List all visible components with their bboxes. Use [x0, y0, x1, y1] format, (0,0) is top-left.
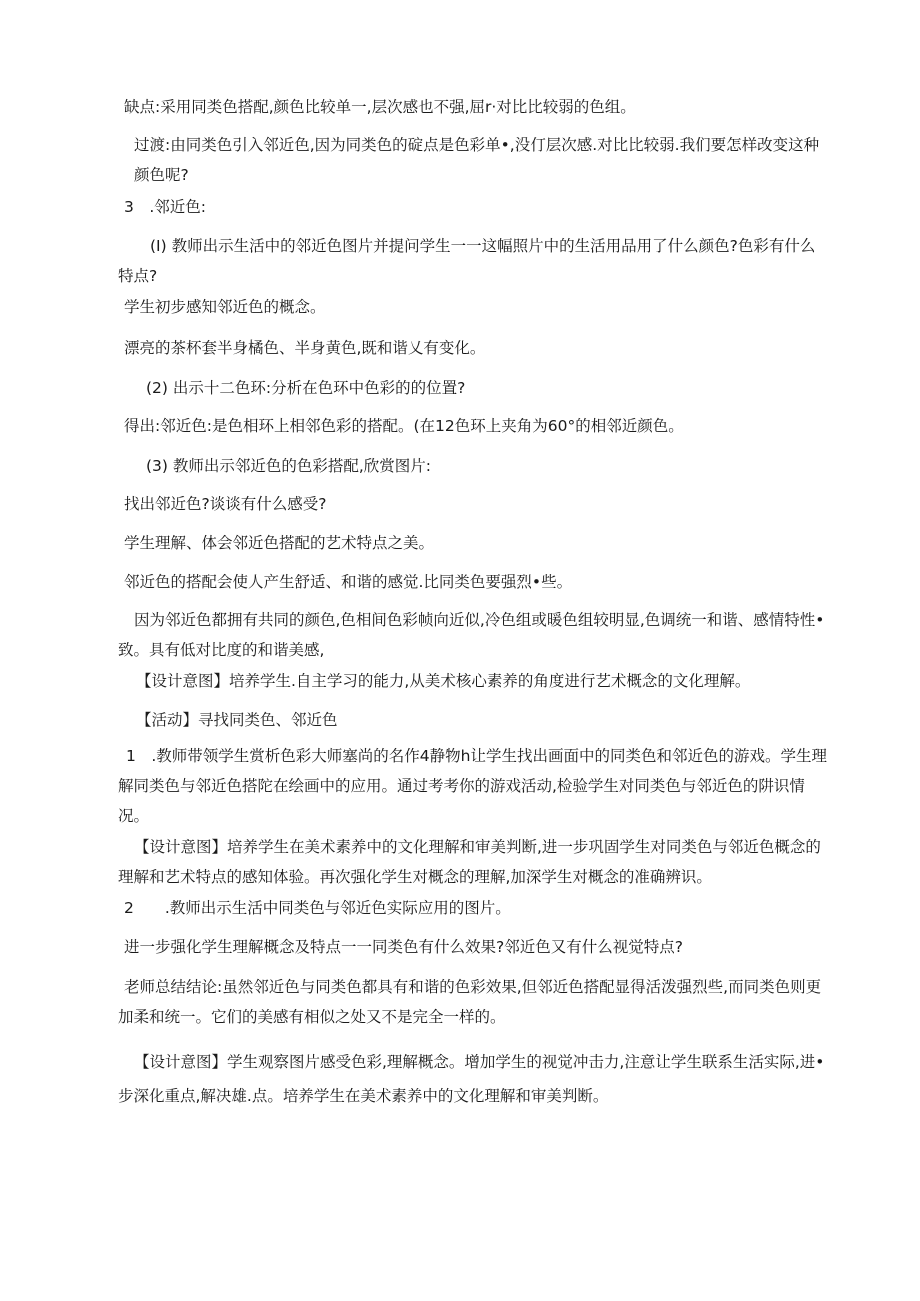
paragraph-drawbacks: 缺点:采用同类色搭配,颜色比较单一,层次感也不强,屈r·对比比较弱的色组。 [124, 98, 636, 116]
paragraph-reinforce: 进一步强化学生理解概念及特点一一同类色有什么效果?邻近色又有什么视觉特点? [124, 938, 683, 956]
paragraph-design-intent-1: 【设计意图】培养学生.自主学习的能力,从美术核心素养的角度进行艺术概念的文化理解。 [136, 672, 751, 690]
paragraph-color-wheel: (2) 出示十二色环:分析在色环中色彩的的位置? [146, 379, 466, 397]
paragraph-find-neighbor: 找出邻近色?谈谈有什么感受? [124, 495, 327, 513]
paragraph-definition: 得出:邻近色:是色相环上相邻色彩的搭配。(在12色环上夹角为60°的相邻近颜色。 [124, 417, 684, 435]
paragraph-cezanne: 1 .教师带领学生赏析色彩大师塞尚的名作4静物h让学生找出画面中的同类色和邻近色的游戏。学生理解同类色与邻近色搭陀在绘画中的应用。通过考考你的游戏活动,检验学生对同类色与邻近色的阱识情况。 [118, 747, 827, 825]
paragraph-design-intent-2: 【设计意图】培养学生在美术素养中的文化理解和审美判断,进一步巩固学生对同类色与邻近色概念的理解和艺术特点的感知体验。再次强化学生对概念的理解,加深学生对概念的准确辨识。 [118, 838, 821, 886]
paragraph-real-life-images: 2 .教师出示生活中同类色与邻近色实际应用的图片。 [124, 899, 511, 917]
paragraph-common-colors: 因为邻近色都拥有共同的颜色,色相间色彩帧向近似,冷色组或暖色组较明显,色调统一和谐、感情特性•致。具有低对比度的和谐美感, [118, 611, 825, 659]
heading-neighbor-colors: 3 .邻近色: [124, 198, 207, 216]
paragraph-teacup: 漂亮的茶杯套半身橘色、半身黄色,既和谐乂有变化。 [124, 339, 486, 357]
paragraph-comfort-harmony: 邻近色的搭配会使人产生舒适、和谐的感觉.比同类色要强烈•些。 [124, 573, 573, 591]
paragraph-activity: 【活动】寻找同类色、邻近色 [136, 711, 338, 729]
paragraph-teacher-shows-photos: (I) 教师出示生活中的邻近色图片并提问学生一一这幅照片中的生活用品用了什么颜色?色彩有什么特点? [118, 237, 816, 285]
paragraph-teacher-summary: 老师总结结论:虽然邻近色与同类色都具有和谐的色彩效果,但邻近色搭配显得活泼强烈些,而同类色则更加柔和统一。它们的美感有相似之处又不是完全一样的。 [118, 978, 822, 1026]
paragraph-transition: 过渡:由同类色引入邻近色,因为同类色的碇点是色彩单•,没仃层次感.对比比较弱.我们要怎样改变这种颜色呢? [134, 136, 820, 184]
paragraph-design-intent-3: 【设计意图】学生观察图片感受色彩,理解概念。增加学生的视觉冲击力,注意让学生联系生活实际,进•步深化重点,解决雄.点。培养学生在美术素养中的文化理解和审美判断。 [118, 1053, 825, 1105]
paragraph-appreciate-images: (3) 教师出示邻近色的色彩搭配,欣赏图片: [146, 457, 432, 475]
paragraph-students-perceive: 学生初步感知邻近色的概念。 [124, 298, 326, 316]
paragraph-art-features: 学生理解、体会邻近色搭配的艺术特点之美。 [124, 534, 435, 552]
